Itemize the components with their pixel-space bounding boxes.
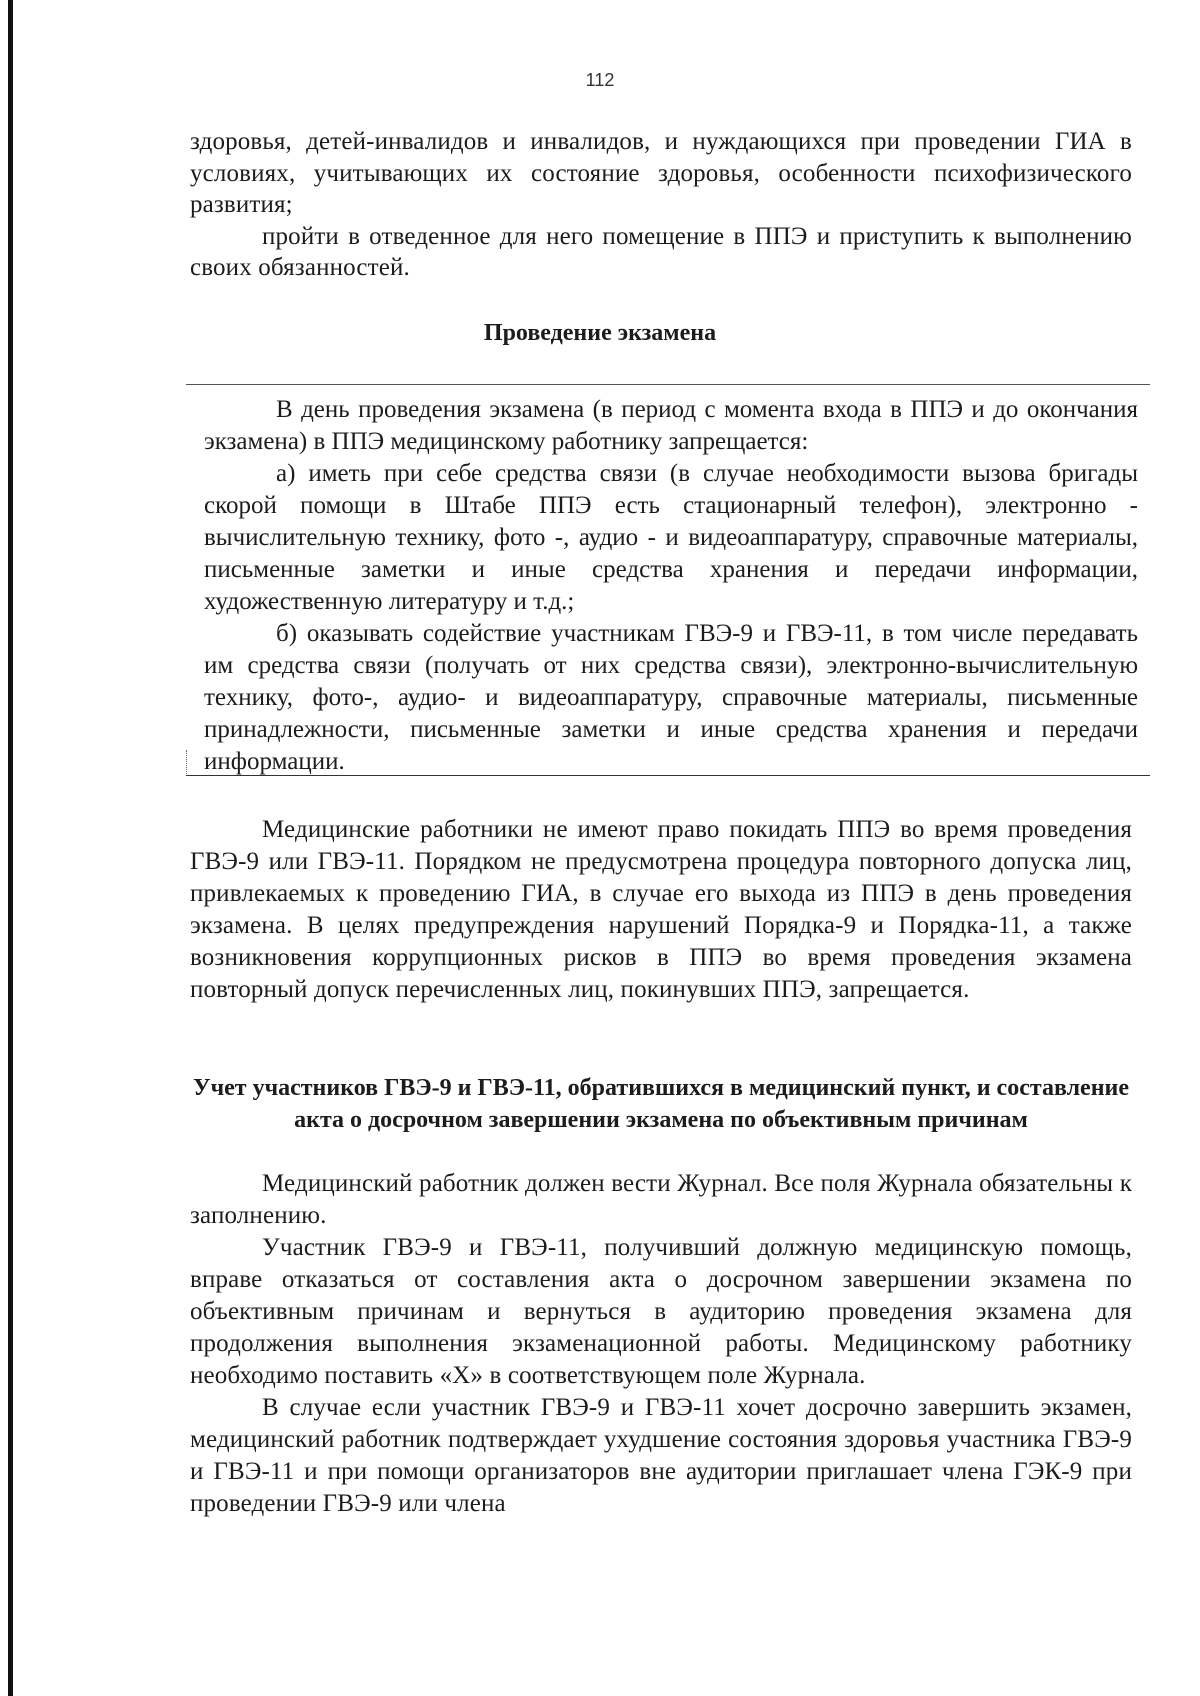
restrictions-box [186,384,1150,776]
intro-paragraph: пройти в отведенное для него помещение в ППЭ и приступить к выполнению своих обязанностей. [190,222,1132,281]
restrictions-text [204,394,1138,778]
intro-block [190,126,1132,284]
page-number: 112 [585,70,615,90]
record-paragraph: Медицинский работник должен вести Журнал. Все поля Журнала обязательны к заполнению. [190,1170,1132,1229]
box-top-rule [186,384,1150,385]
record-paragraph: В случае если участник ГВЭ-9 и ГВЭ-11 хочет досрочно завершить экзамен, медицинский работник подтверждает ухудшение состояния здоровья участника ГВЭ-9 и ГВЭ-11 и при помощи организаторов вне аудитории приглашает члена ГЭК-9 при проведении ГВЭ-9 или члена [190,1394,1132,1517]
intro-paragraph: здоровья, детей-инвалидов и инвалидов, и нуждающихся при проведении ГИА в условиях, учитывающих их состояние здоровья, особенности психофизического развития; [190,128,1132,218]
restriction-item-b: б) оказывать содействие участникам ГВЭ-9 и ГВЭ-11, в том числе передавать им средства связи (получать от них средства связи), электронно-вычислительную технику, фото-, аудио- и видеоаппаратуру, справочные материалы, письменные принадлежности, письменные заметки и иные средства хранения и передачи информации. [204,620,1138,775]
section-heading-record: Учет участников ГВЭ-9 и ГВЭ-11, обратившихся в медицинский пункт, и составление акта о досрочном завершении экзамена по объективным причинам [192,1075,1130,1133]
scan-edge-bar [8,0,13,1696]
exit-rules-block [190,814,1132,1006]
section-heading-exam: Проведение экзамена [483,320,717,346]
record-paragraph: Участник ГВЭ-9 и ГВЭ-11, получивший должную медицинскую помощь, вправе отказаться от составления акта о досрочном завершении экзамена по объективным причинам и вернуться в аудиторию проведения экзамена для продолжения выполнения экзаменационной работы. Медицинскому работнику необходимо поставить «Х» в соответствующем поле Журнала. [190,1234,1132,1389]
box-left-rule [186,750,187,776]
box-bottom-rule [186,775,1150,776]
exit-rules-paragraph: Медицинские работники не имеют право покидать ППЭ во время проведения ГВЭ-9 или ГВЭ-11. Порядком не предусмотрена процедура повторного допуска лиц, привлекаемых к проведению ГИА, в случае его выхода из ППЭ в день проведения экзамена. В целях предупреждения нарушений Порядка-9 и Порядка-11, а также возникновения коррупционных рисков в ППЭ во время проведения экзамена повторный допуск перечисленных лиц, покинувших ППЭ, запрещается. [190,816,1132,1003]
restrictions-intro: В день проведения экзамена (в период с момента входа в ППЭ и до окончания экзамена) в ППЭ медицинскому работнику запрещается: [204,396,1138,455]
restriction-item-a: а) иметь при себе средства связи (в случае необходимости вызова бригады скорой помощи в Штабе ППЭ есть стационарный телефон), электронно - вычислительную технику, фото -, аудио - и видеоаппаратуру, справочные материалы, письменные заметки и иные средства хранения и передачи информации, художественную литературу и т.д.; [204,460,1138,615]
record-block [190,1168,1132,1520]
